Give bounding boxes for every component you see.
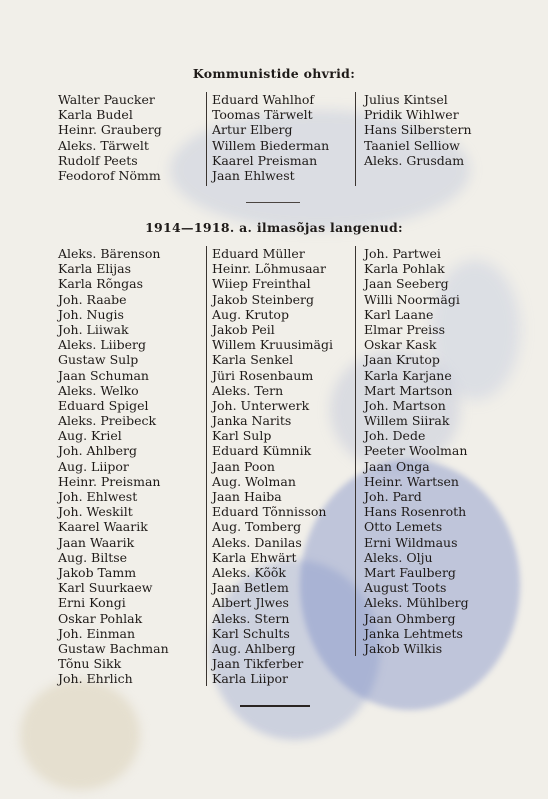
name-entry: Eduard Kümnik [212, 443, 312, 459]
name-entry: Aleks. Stern [212, 610, 290, 626]
name-entry: Joh. Pard [364, 489, 422, 504]
name-entry: Toomas Tärwelt [212, 107, 313, 123]
column-divider [206, 246, 207, 686]
name-entry: Aleks. Tern [212, 382, 284, 398]
name-entry: Gustaw Sulp [58, 352, 139, 368]
name-entry: Heinr. Preisman [58, 473, 161, 489]
name-entry: Joh. Weskilt [58, 504, 133, 520]
name-entry: Walter Paucker [58, 92, 155, 107]
name-entry: Jaan Waarik [58, 534, 135, 550]
name-entry: Gustaw Bachman [58, 640, 169, 656]
name-entry: Aleks. Bärenson [58, 246, 161, 261]
name-entry: Aug. Liipor [58, 458, 129, 474]
name-entry: Pridik Wihlwer [364, 107, 459, 123]
name-entry: Oskar Pohlak [58, 610, 143, 626]
name-entry: Jaan Tikferber [212, 656, 304, 672]
name-entry: Feodorof Nömm [58, 167, 161, 183]
name-entry: Joh. Einman [58, 625, 136, 641]
name-entry: Jakob Wilkis [364, 640, 443, 656]
name-entry: Jakob Tamm [58, 564, 137, 580]
name-entry: Joh. Nugis [58, 306, 124, 322]
name-entry: Karla Ehwärt [212, 549, 297, 565]
name-entry: Wiiep Freinthal [212, 276, 311, 292]
name-entry: Aug. Ahlberg [212, 640, 296, 656]
name-entry: Willem Siirak [364, 413, 450, 429]
name-entry: Karla Rõngas [58, 276, 144, 292]
name-entry: Joh. Ehrlich [58, 671, 133, 687]
name-entry: Karl Sulp [212, 428, 272, 444]
name-entry: Mart Martson [364, 382, 453, 398]
name-entry: Karl Suurkaew [58, 580, 153, 596]
section-title-war-fallen: 1914—1918. a. ilmasõjas langenud: [145, 220, 403, 235]
name-entry: Albert Jlwes [212, 595, 289, 611]
name-entry: Karla Budel [58, 107, 133, 123]
name-entry: August Toots [364, 580, 447, 596]
name-entry: Heinr. Wartsen [364, 473, 459, 489]
name-entry: Willem Kruusimägi [212, 337, 333, 353]
name-entry: Eduard Wahlhof [212, 92, 315, 107]
name-entry: Aleks. Preibeck [58, 413, 157, 429]
name-entry: Aug. Tomberg [212, 519, 302, 535]
names-column [364, 92, 472, 168]
name-entry: Heinr. Lõhmusaar [212, 261, 326, 277]
name-entry: Karla Pohlak [364, 261, 445, 277]
name-entry: Jaan Schuman [58, 367, 149, 383]
name-entry: Mart Faulberg [364, 564, 456, 580]
name-entry: Eduard Tõnnisson [212, 504, 327, 520]
name-entry: Rudolf Peets [58, 152, 138, 168]
name-entry: Artur Elberg [212, 122, 293, 138]
name-entry: Karla Senkel [212, 352, 294, 368]
name-entry: Joh. Partwei [364, 246, 441, 261]
section-title-communist-victims: Kommunistide ohvrid: [192, 66, 356, 81]
name-entry: Aug. Kriel [58, 428, 122, 444]
name-entry: Eduard Müller [212, 246, 305, 261]
name-entry: Aleks. Mühlberg [364, 595, 469, 611]
name-entry: Taaniel Selliow [364, 137, 460, 153]
name-entry: Oskar Kask [364, 337, 437, 353]
name-entry: Elmar Preiss [364, 321, 445, 337]
name-entry: Aleks. Liiberg [58, 337, 147, 353]
name-entry: Jaan Onga [364, 458, 430, 474]
name-entry: Karla Karjane [364, 367, 452, 383]
stain [20, 680, 140, 790]
name-entry: Joh. Martson [364, 397, 446, 413]
name-entry: Erni Kongi [58, 595, 126, 611]
name-entry: Jaan Ohmberg [364, 610, 456, 626]
name-entry: Joh. Raabe [58, 291, 127, 307]
name-entry: Joh. Ahlberg [58, 443, 137, 459]
name-entry: Aleks. Welko [58, 382, 139, 398]
column-divider [206, 92, 207, 186]
name-entry: Aleks. Kõõk [212, 564, 286, 580]
name-entry: Eduard Spigel [58, 397, 149, 413]
name-entry: Jaan Ehlwest [212, 167, 295, 183]
names-column [364, 246, 469, 656]
name-entry: Jaan Haiba [212, 489, 282, 504]
name-entry: Joh. Unterwerk [212, 397, 310, 413]
name-entry: Jüri Rosenbaum [212, 367, 314, 383]
names-column [58, 92, 162, 183]
name-entry: Joh. Liiwak [58, 321, 129, 337]
name-entry: Aleks. Olju [364, 549, 433, 565]
name-entry: Karla Elijas [58, 261, 132, 277]
name-entry: Hans Rosenroth [364, 504, 467, 520]
name-entry: Heinr. Grauberg [58, 122, 162, 138]
name-entry: Peeter Woolman [364, 443, 468, 459]
name-entry: Joh. Dede [364, 428, 426, 444]
name-entry: Karla Liipor [212, 671, 288, 687]
name-entry: Otto Lemets [364, 519, 443, 535]
end-divider [240, 705, 310, 707]
name-entry: Kaarel Preisman [212, 152, 318, 168]
name-entry: Jaan Poon [212, 458, 275, 474]
name-entry: Aleks. Tärwelt [58, 137, 149, 153]
name-entry: Jakob Peil [212, 321, 275, 337]
section-divider [246, 202, 300, 203]
name-entry: Aug. Biltse [58, 549, 128, 565]
name-entry: Jaan Seeberg [364, 276, 449, 292]
name-entry: Aleks. Grusdam [364, 152, 465, 168]
name-entry: Aleks. Danilas [212, 534, 302, 550]
name-entry: Willem Biederman [212, 137, 330, 153]
name-entry: Karl Schults [212, 625, 290, 641]
name-entry: Erni Wildmaus [364, 534, 458, 550]
names-column [58, 246, 169, 686]
names-column [212, 246, 333, 686]
name-entry: Hans Silberstern [364, 122, 472, 138]
names-column [212, 92, 329, 183]
name-entry: Janka Narits [212, 413, 292, 429]
name-entry: Jaan Krutop [364, 352, 440, 368]
column-divider [355, 246, 356, 656]
name-entry: Joh. Ehlwest [58, 489, 138, 504]
name-entry: Aug. Wolman [212, 473, 296, 489]
name-entry: Jakob Steinberg [212, 291, 314, 307]
name-entry: Tõnu Sikk [58, 656, 122, 672]
name-entry: Jaan Betlem [212, 580, 289, 596]
name-entry: Willi Noormägi [364, 291, 460, 307]
column-divider [355, 92, 356, 186]
name-entry: Aug. Krutop [212, 306, 289, 322]
name-entry: Janka Lehtmets [364, 625, 463, 641]
name-entry: Karl Laane [364, 306, 434, 322]
name-entry: Julius Kintsel [364, 92, 448, 107]
name-entry: Kaarel Waarik [58, 519, 148, 535]
